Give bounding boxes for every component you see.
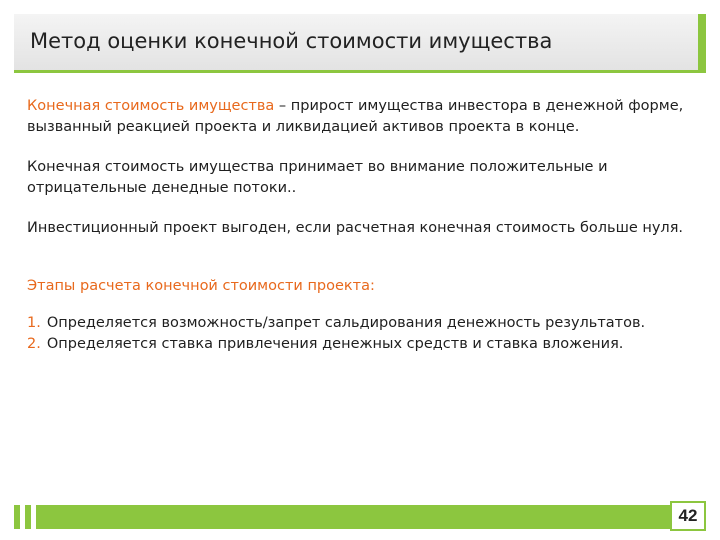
title-bar [14,14,706,70]
cashflow-paragraph [27,157,702,199]
page-number: 42 [670,501,706,531]
cashflow-line2: отрицательные денедные потоки.. [27,180,297,196]
list-item [27,313,702,334]
stages-heading: Этапы расчета конечной стоимости проекта: [27,278,375,294]
list-item-number: 1. [27,315,41,331]
list-item [27,334,702,355]
slide-title: Метод оценки конечной стоимости имущества [30,29,553,53]
cashflow-line1: Конечная стоимость имущества принимает во внимание положительные и [27,159,608,175]
definition-term: Конечная стоимость имущества [27,98,275,114]
definition-text-line1: – прирост имущества инвестора в денежной форме, [274,98,684,114]
footer-bar [14,505,20,529]
list-item-number: 2. [27,336,41,352]
slide-body [27,96,702,355]
definition-text-line2: вызванный реакцией проекта и ликвидацией активов проекта в конце. [27,119,580,135]
footer-bar [25,505,31,529]
profitability-paragraph: Инвестиционный проект выгоден, если расчетная конечная стоимость больше нуля. [27,220,684,236]
stages-list [27,313,702,355]
definition-paragraph [27,96,702,138]
footer-bar [36,505,676,529]
list-item-text: Определяется возможность/запрет сальдирования денежность результатов. [46,315,646,331]
list-item-text: Определяется ставка привлечения денежных средств и ставка вложения. [46,336,624,352]
